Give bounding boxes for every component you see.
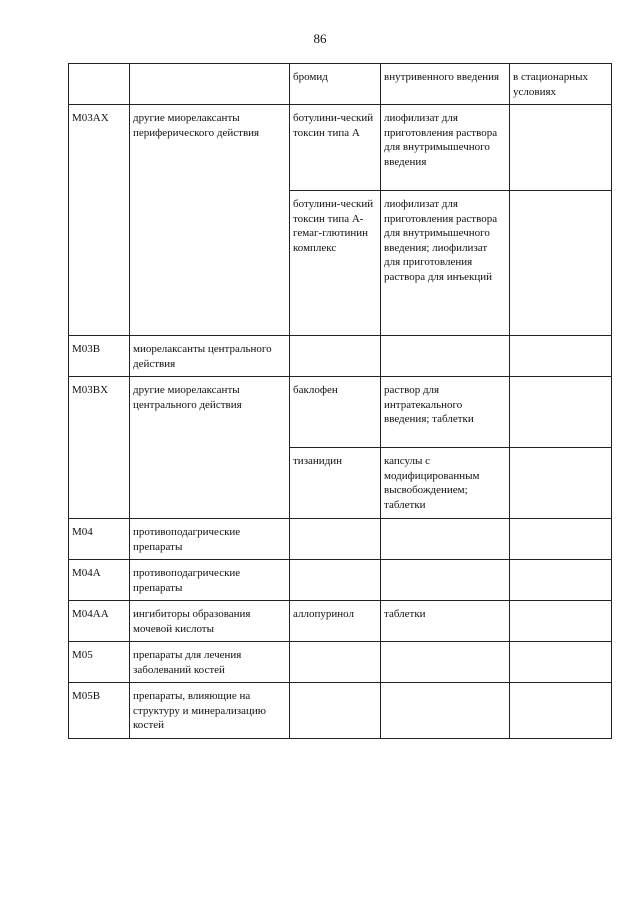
product-name bbox=[290, 519, 381, 560]
page-number: 86 bbox=[313, 31, 327, 46]
usage-note bbox=[510, 519, 612, 560]
group-name: противоподагрические препараты bbox=[130, 519, 290, 560]
table-row bbox=[69, 64, 612, 105]
group-name bbox=[130, 64, 290, 105]
usage-note: в стационарных условиях bbox=[510, 64, 612, 105]
atc-code: M04AA bbox=[69, 601, 130, 642]
product-name bbox=[290, 683, 381, 739]
product-name bbox=[290, 336, 381, 377]
atc-code: M03BX bbox=[69, 377, 130, 519]
table-row bbox=[69, 105, 612, 191]
table-row bbox=[69, 336, 612, 377]
dosage-form: таблетки bbox=[381, 601, 510, 642]
table-row bbox=[69, 601, 612, 642]
dosage-form bbox=[381, 560, 510, 601]
atc-code: M04 bbox=[69, 519, 130, 560]
usage-note bbox=[510, 683, 612, 739]
usage-note bbox=[510, 448, 612, 519]
product-name: бромид bbox=[290, 64, 381, 105]
product-name: баклофен bbox=[290, 377, 381, 448]
atc-code: M05 bbox=[69, 642, 130, 683]
dosage-form: лиофилизат для приготовления раствора для внутримышечного введения bbox=[381, 105, 510, 191]
usage-note bbox=[510, 105, 612, 191]
dosage-form: лиофилизат для приготовления раствора для внутримышечного введения; лиофилизат для приготовления раствора для инъекций bbox=[381, 191, 510, 336]
group-name: препараты для лечения заболеваний костей bbox=[130, 642, 290, 683]
dosage-form bbox=[381, 683, 510, 739]
usage-note bbox=[510, 191, 612, 336]
table-row bbox=[69, 519, 612, 560]
group-name: другие миорелаксанты центрального действия bbox=[130, 377, 290, 519]
dosage-form: раствор для интратекального введения; таблетки bbox=[381, 377, 510, 448]
atc-code: M04A bbox=[69, 560, 130, 601]
atc-code: M05B bbox=[69, 683, 130, 739]
atc-code: M03AX bbox=[69, 105, 130, 336]
dosage-form: внутривенного введения bbox=[381, 64, 510, 105]
product-name: аллопуринол bbox=[290, 601, 381, 642]
dosage-form bbox=[381, 336, 510, 377]
group-name: другие миорелаксанты периферического действия bbox=[130, 105, 290, 336]
group-name: препараты, влияющие на структуру и минерализацию костей bbox=[130, 683, 290, 739]
dosage-form: капсулы с модифицированным высвобождением; таблетки bbox=[381, 448, 510, 519]
group-name: миорелаксанты центрального действия bbox=[130, 336, 290, 377]
atc-code: M03B bbox=[69, 336, 130, 377]
dosage-form bbox=[381, 519, 510, 560]
product-name: тизанидин bbox=[290, 448, 381, 519]
table-row bbox=[69, 377, 612, 448]
usage-note bbox=[510, 601, 612, 642]
product-name bbox=[290, 642, 381, 683]
usage-note bbox=[510, 642, 612, 683]
product-name: ботулини-ческий токсин типа А-гемаг-глютинин комплекс bbox=[290, 191, 381, 336]
dosage-form bbox=[381, 642, 510, 683]
usage-note bbox=[510, 377, 612, 448]
group-name: ингибиторы образования мочевой кислоты bbox=[130, 601, 290, 642]
table-row bbox=[69, 683, 612, 739]
usage-note bbox=[510, 560, 612, 601]
atc-code bbox=[69, 64, 130, 105]
product-name: ботулини-ческий токсин типа А bbox=[290, 105, 381, 191]
usage-note bbox=[510, 336, 612, 377]
table-row bbox=[69, 642, 612, 683]
group-name: противоподагрические препараты bbox=[130, 560, 290, 601]
drug-table bbox=[68, 63, 612, 739]
table-row bbox=[69, 560, 612, 601]
product-name bbox=[290, 560, 381, 601]
